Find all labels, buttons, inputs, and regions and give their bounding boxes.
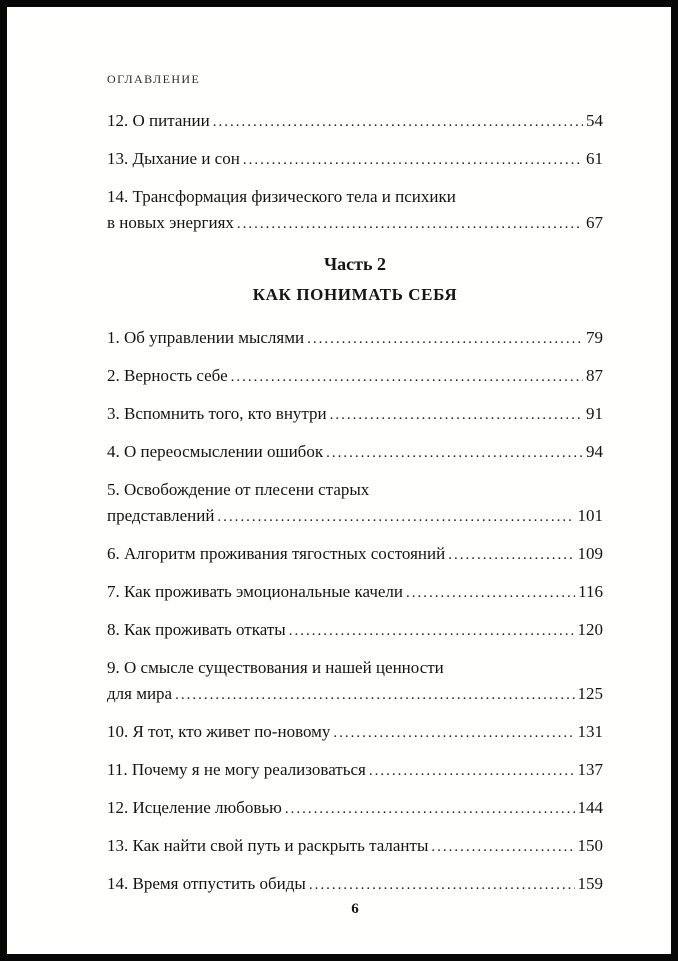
toc-entry xyxy=(107,655,603,708)
toc-entry-line xyxy=(107,184,603,210)
toc-entry xyxy=(107,795,603,822)
toc-leader-dots xyxy=(231,363,583,390)
toc-entry-line xyxy=(107,655,603,681)
toc-entry-line xyxy=(107,833,603,860)
toc-entry xyxy=(107,439,603,466)
toc-entry-line xyxy=(107,541,603,568)
toc-entry-line xyxy=(107,210,603,237)
toc-page-number: 87 xyxy=(586,366,603,385)
toc-entry xyxy=(107,184,603,237)
part-label: Часть 2 xyxy=(323,254,387,274)
toc-page-number: 91 xyxy=(586,404,603,423)
toc-entry-line xyxy=(107,579,603,606)
toc-entry-line xyxy=(107,757,603,784)
toc-entry-line xyxy=(107,871,603,898)
toc-entry-title: для мира xyxy=(107,684,173,703)
toc-entry-line xyxy=(107,108,603,135)
toc-entry xyxy=(107,401,603,428)
toc-content xyxy=(107,108,603,909)
toc-leader-dots xyxy=(431,833,574,860)
toc-entry-line xyxy=(107,795,603,822)
part-title: КАК ПОНИМАТЬ СЕБЯ xyxy=(252,285,458,304)
toc-entry-line xyxy=(107,146,603,173)
toc-entry-title: 5. Освобождение от плесени старых xyxy=(107,480,370,499)
toc-entry xyxy=(107,871,603,898)
toc-page-number: 79 xyxy=(586,328,603,347)
toc-page-number: 101 xyxy=(577,506,603,525)
toc-entry xyxy=(107,477,603,530)
toc-entry-title: 3. Вспомнить того, кто внутри xyxy=(107,404,327,423)
toc-leader-dots xyxy=(175,681,574,708)
toc-entry xyxy=(107,363,603,390)
toc-entry-line xyxy=(107,719,603,746)
toc-page-number: 94 xyxy=(586,442,603,461)
toc-entry xyxy=(107,541,603,568)
toc-entry xyxy=(107,579,603,606)
toc-leader-dots xyxy=(326,439,583,466)
toc-entry-title: 10. Я тот, кто живет по-новому xyxy=(107,722,331,741)
toc-entry xyxy=(107,757,603,784)
toc-leader-dots xyxy=(333,719,574,746)
toc-entry-line xyxy=(107,617,603,644)
toc-page-number: 116 xyxy=(578,582,603,601)
toc-page-number: 120 xyxy=(577,620,603,639)
toc-page-number: 67 xyxy=(586,213,603,232)
toc-page-number: 144 xyxy=(577,798,603,817)
toc-entry xyxy=(107,617,603,644)
toc-leader-dots xyxy=(289,617,575,644)
toc-entry-title: 12. О питании xyxy=(107,111,210,130)
toc-leader-dots xyxy=(330,401,583,428)
toc-entry-title: 11. Почему я не могу реализоваться xyxy=(107,760,366,779)
toc-list-part1 xyxy=(107,108,603,237)
toc-entry-title: 13. Как найти свой путь и раскрыть таланты xyxy=(107,836,429,855)
toc-entry-title: 2. Верность себе xyxy=(107,366,228,385)
toc-entry xyxy=(107,719,603,746)
toc-entry-title: 14. Время отпустить обиды xyxy=(107,874,306,893)
toc-leader-dots xyxy=(213,108,583,135)
toc-entry-line xyxy=(107,439,603,466)
toc-entry-title: 7. Как проживать эмоциональные качели xyxy=(107,582,404,601)
toc-page-number: 137 xyxy=(577,760,603,779)
toc-leader-dots xyxy=(369,757,575,784)
part-heading xyxy=(107,251,603,307)
toc-entry-title: в новых энергиях xyxy=(107,213,234,232)
toc-page-number: 54 xyxy=(586,111,603,130)
toc-entry-title: 13. Дыхание и сон xyxy=(107,149,240,168)
toc-entry-title: 4. О переосмыслении ошибок xyxy=(107,442,324,461)
toc-leader-dots xyxy=(448,541,574,568)
toc-entry-title: 8. Как проживать откаты xyxy=(107,620,286,639)
toc-entry xyxy=(107,325,603,352)
toc-leader-dots xyxy=(406,579,575,606)
toc-entry-line xyxy=(107,363,603,390)
toc-entry-line xyxy=(107,401,603,428)
toc-entry-title: 12. Исцеление любовью xyxy=(107,798,282,817)
toc-entry-title: 9. О смысле существования и нашей ценности xyxy=(107,658,444,677)
toc-leader-dots xyxy=(243,146,583,173)
toc-entry-title: 1. Об управлении мыслями xyxy=(107,328,305,347)
toc-leader-dots xyxy=(309,871,575,898)
toc-entry-line xyxy=(107,503,603,530)
toc-leader-dots xyxy=(285,795,575,822)
toc-leader-dots xyxy=(307,325,583,352)
toc-entry xyxy=(107,108,603,135)
toc-entry-title: 6. Алгоритм проживания тягостных состояний xyxy=(107,544,446,563)
toc-entry xyxy=(107,833,603,860)
toc-page-number: 125 xyxy=(577,684,603,703)
toc-page-number: 109 xyxy=(577,544,603,563)
toc-entry-line xyxy=(107,325,603,352)
toc-page-number: 131 xyxy=(577,722,603,741)
toc-page-number: 159 xyxy=(577,874,603,893)
toc-list-part2 xyxy=(107,325,603,898)
toc-header: ОГЛАВЛЕНИЕ xyxy=(107,72,201,86)
toc-page-number: 150 xyxy=(577,836,603,855)
toc-entry-title: 14. Трансформация физического тела и психики xyxy=(107,187,456,206)
toc-entry-line xyxy=(107,681,603,708)
page-number-footer: 6 xyxy=(351,901,359,917)
toc-entry xyxy=(107,146,603,173)
toc-page-number: 61 xyxy=(586,149,603,168)
toc-leader-dots xyxy=(237,210,583,237)
toc-entry-title: представлений xyxy=(107,506,215,525)
toc-leader-dots xyxy=(217,503,574,530)
toc-entry-line xyxy=(107,477,603,503)
